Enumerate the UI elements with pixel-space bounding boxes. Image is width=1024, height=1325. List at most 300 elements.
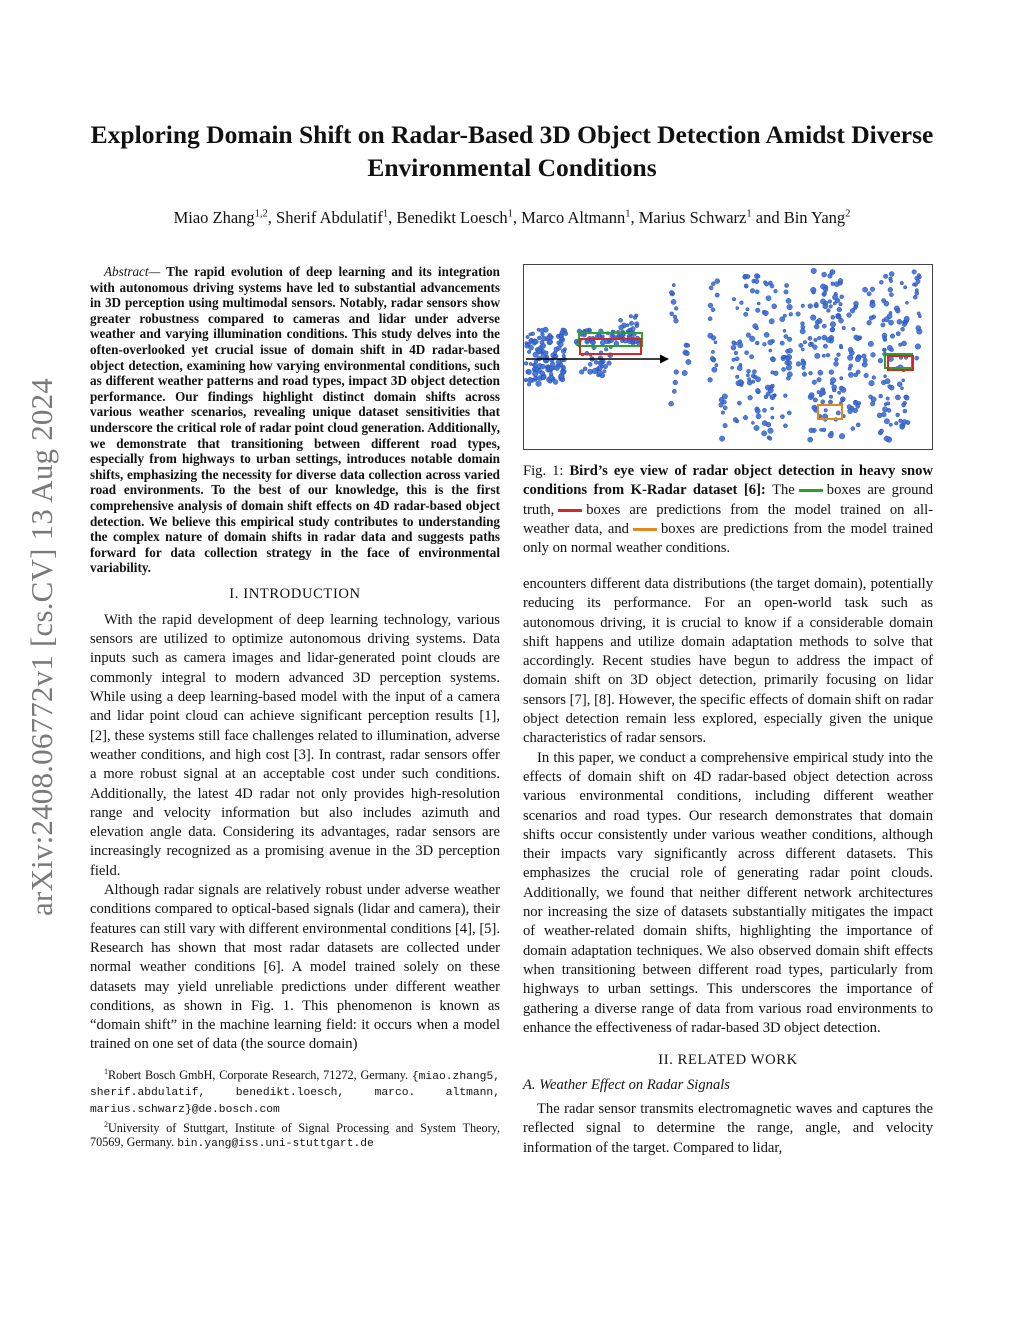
radar-point [579, 370, 584, 375]
radar-point [896, 413, 900, 417]
radar-point [786, 376, 790, 380]
radar-point [902, 379, 905, 382]
radar-point [748, 395, 753, 400]
radar-point [751, 421, 754, 424]
abstract-label: Abstract— [104, 264, 161, 279]
radar-point [723, 423, 728, 428]
radar-point [895, 308, 900, 313]
radar-point [832, 295, 837, 300]
radar-point [867, 320, 872, 325]
radar-point [746, 274, 750, 278]
radar-point [834, 361, 839, 366]
radar-point [786, 356, 790, 360]
radar-point [896, 332, 900, 336]
radar-point [682, 370, 687, 375]
radar-point [766, 296, 771, 301]
radar-point [829, 305, 833, 309]
radar-point [822, 272, 827, 277]
radar-point [786, 298, 791, 303]
radar-point [601, 335, 604, 338]
radar-point [533, 364, 537, 368]
radar-point [597, 334, 601, 338]
radar-point [871, 352, 876, 357]
radar-point [809, 393, 814, 398]
radar-point [870, 302, 876, 308]
radar-point [735, 375, 739, 379]
radar-point [673, 380, 678, 385]
radar-point [711, 308, 715, 312]
radar-point [628, 328, 632, 332]
radar-point [731, 345, 736, 350]
radar-point [854, 301, 859, 306]
radar-point [527, 382, 531, 386]
radar-point [532, 371, 538, 377]
radar-point [540, 328, 545, 333]
radar-point [848, 409, 853, 414]
radar-point [828, 300, 832, 304]
radar-point [824, 409, 828, 413]
radar-point [528, 377, 533, 382]
radar-point [814, 338, 818, 342]
radar-point [764, 395, 768, 399]
radar-point [780, 415, 784, 419]
radar-point [768, 437, 772, 441]
radar-point [809, 428, 814, 433]
radar-point [902, 322, 906, 326]
radar-point [904, 395, 909, 400]
radar-point [913, 295, 917, 299]
figure-caption: Fig. 1: Bird’s eye view of radar object detection in heavy snow conditions from K-Radar dataset [6]: The boxes are ground truth, boxes are predictions from the model trained on all-weather data, and boxes are predictions from the model trained only on normal weather conditions. [523, 463, 934, 557]
radar-point [902, 341, 907, 346]
radar-point [837, 307, 842, 312]
radar-point [877, 413, 882, 418]
radar-point [747, 380, 752, 385]
radar-point [733, 417, 738, 422]
radar-point [542, 349, 546, 353]
radar-point [787, 411, 791, 415]
radar-point [768, 428, 774, 434]
radar-point [600, 340, 605, 345]
radar-point [715, 279, 720, 284]
section-heading-introduction: I. INTRODUCTION [229, 585, 361, 602]
radar-point [888, 385, 892, 389]
radar-point [768, 340, 773, 345]
radar-point [854, 335, 859, 340]
radar-point [854, 373, 858, 377]
radar-point [838, 391, 841, 394]
radar-point [830, 328, 835, 333]
radar-point [746, 374, 749, 377]
radar-point [754, 425, 759, 430]
radar-point [786, 365, 792, 371]
radar-point [815, 320, 819, 324]
radar-point [756, 414, 761, 419]
radar-point [686, 359, 691, 364]
radar-point [757, 302, 760, 305]
radar-point [736, 307, 739, 310]
arxiv-side-label: arXiv:2408.06772v1 [cs.CV] 13 Aug 2024 [24, 377, 59, 917]
author-name: Benedikt Loesch$^1$ [396, 208, 513, 227]
radar-point [803, 340, 807, 344]
radar-point [915, 356, 919, 360]
radar-point [829, 370, 834, 375]
radar-point [629, 314, 633, 318]
radar-point [763, 311, 768, 316]
radar-point [916, 326, 921, 331]
radar-point [737, 401, 741, 405]
radar-point [619, 318, 623, 322]
radar-point [524, 378, 528, 382]
radar-point [796, 362, 801, 367]
radar-point [711, 282, 715, 286]
radar-point [916, 279, 920, 283]
radar-point [915, 291, 919, 295]
radar-point [712, 367, 717, 372]
radar-point [768, 388, 773, 393]
radar-point [783, 394, 787, 398]
radar-point [808, 437, 813, 442]
radar-point [823, 287, 828, 292]
radar-point [884, 317, 889, 322]
radar-point [769, 349, 772, 352]
radar-point [863, 287, 868, 292]
radar-point [762, 431, 767, 436]
radar-point [848, 347, 853, 352]
radar-point [801, 304, 805, 308]
radar-point [537, 336, 541, 340]
radar-point [755, 409, 760, 414]
radar-point [548, 333, 551, 336]
radar-point [824, 301, 828, 305]
radar-point [772, 304, 777, 309]
radar-point [852, 327, 856, 331]
radar-point [749, 355, 753, 359]
radar-point [838, 278, 843, 283]
radar-point [904, 286, 907, 289]
radar-point [809, 371, 813, 375]
radar-point [708, 303, 713, 308]
radar-point [884, 419, 889, 424]
radar-point [719, 397, 724, 402]
radar-point [719, 403, 724, 408]
radar-point [802, 372, 807, 377]
radar-point [847, 405, 852, 410]
radar-point [734, 342, 737, 345]
radar-point [669, 401, 674, 406]
radar-point [754, 279, 759, 284]
author-name: Bin Yang$^2$ [783, 208, 851, 227]
radar-point [810, 315, 816, 321]
radar-point [856, 423, 860, 427]
radar-point [884, 436, 889, 441]
radar-point [715, 364, 718, 367]
radar-point [770, 395, 775, 400]
radar-point [549, 366, 553, 370]
radar-point [674, 318, 679, 323]
radar-point [708, 377, 713, 382]
radar-point [711, 336, 716, 341]
radar-point [731, 366, 734, 369]
radar-point [746, 308, 749, 311]
radar-point [755, 388, 760, 393]
radar-point [771, 357, 776, 362]
radar-point [847, 355, 853, 361]
radar-point [685, 351, 690, 356]
radar-point [903, 409, 907, 413]
radar-point [752, 370, 756, 374]
radar-point [541, 375, 546, 380]
author-name: Miao Zhang$^{1,2}$ [173, 208, 268, 227]
radar-point [822, 428, 826, 432]
radar-point [732, 358, 736, 362]
radar-point [815, 353, 820, 358]
radar-point [810, 342, 813, 345]
radar-point [889, 423, 892, 426]
radar-point [629, 321, 633, 325]
radar-point [823, 344, 827, 348]
radar-point [897, 382, 902, 387]
radar-point [853, 408, 858, 413]
radar-point [785, 360, 789, 364]
radar-point [603, 370, 606, 373]
radar-point [830, 378, 836, 384]
radar-point [889, 272, 894, 277]
radar-point [808, 304, 813, 309]
radar-point [672, 389, 676, 393]
radar-point [812, 405, 817, 410]
intro-paragraph-3: encounters different data distributions (the target domain), potentially reducing its performance. For an open-world task such as autonomous driving, it is crucial to know if a considerable domain shift happens and utilize domain adaptation methods to solve that accordingly. Recent studies have begun to address the impact of domain shift on 3D object detection, primarily focusing on lidar sensors [7], [8]. However, the specific effects of domain shift on radar object detection remain less explored, especially given the unique characteristics of radar sensors. [523, 576, 933, 747]
radar-point [900, 425, 905, 430]
radar-point [895, 395, 900, 400]
radar-point [737, 366, 742, 371]
radar-point [915, 344, 921, 350]
radar-point [594, 360, 598, 364]
radar-point [888, 287, 893, 292]
left-column [90, 264, 500, 1152]
section-heading-related-work: II. RELATED WORK [658, 1052, 798, 1069]
radar-point [901, 327, 905, 331]
radar-point [780, 341, 784, 345]
radar-point [837, 353, 841, 357]
radar-point [536, 381, 542, 387]
radar-point [783, 424, 787, 428]
radar-point [840, 377, 843, 380]
radar-point [744, 312, 748, 316]
radar-point [633, 316, 637, 320]
arrow-head [660, 355, 669, 364]
radar-point [848, 372, 853, 377]
radar-point [811, 287, 817, 293]
radar-point [607, 361, 612, 366]
radar-point [764, 332, 769, 337]
radar-point [549, 372, 553, 376]
radar-point [555, 366, 560, 371]
radar-point [826, 353, 830, 357]
radar-point [890, 348, 894, 352]
radar-point [735, 357, 739, 361]
radar-point [553, 380, 558, 385]
footnote-1: $^1$Robert Bosch GmbH, Corporate Research, 71272, Germany. {miao.zhang5, sherif.abdulatif, benedikt.loesch, marco. altmann, marius.schwarz}@de.bosch.com [90, 1066, 501, 1116]
radar-point [757, 275, 761, 279]
radar-point [745, 351, 749, 355]
radar-point [588, 362, 592, 366]
radar-point [814, 324, 819, 329]
radar-point [886, 397, 889, 400]
radar-point [709, 286, 713, 290]
radar-point [800, 329, 805, 334]
radar-point [841, 387, 846, 392]
radar-point [787, 337, 792, 342]
radar-point [855, 357, 860, 362]
radar-point [899, 343, 903, 347]
radar-point [604, 347, 608, 351]
radar-point [830, 269, 835, 274]
radar-point [895, 422, 899, 426]
right-column [523, 575, 933, 1158]
radar-point [839, 433, 845, 439]
radar-point [762, 421, 767, 426]
radar-point [788, 348, 793, 353]
radar-point [598, 361, 602, 365]
radar-point [538, 350, 542, 354]
radar-point [822, 354, 825, 357]
radar-point [723, 406, 727, 410]
radar-point [755, 308, 760, 313]
radar-point [635, 324, 639, 328]
radar-point [830, 431, 834, 435]
radar-point [812, 380, 817, 385]
radar-point [563, 348, 566, 351]
radar-point [755, 327, 758, 330]
radar-point [714, 341, 717, 344]
radar-point [548, 340, 553, 345]
intro-paragraph-4: In this paper, we conduct a comprehensive empirical study into the effects of domain shift on 4D radar-based object detection across various environmental conditions, including different weather scenarios and road types. Our research demonstrates that domain shifts occur consistently under various weather conditions, although their impacts vary significantly across different datasets. This emphasizes the crucial role of generating radar point clouds. Additionally, we found that neither different network architectures nor increasing the size of datasets substantially mitigates the impact of weather-related domain shifts, highlighting the importance of domain adaptation techniques. We also observed domain shift effects when transitioning between different road types, particularly from highways to urban settings. This underscores the importance of gathering a diverse range of data from various road environments to enhance the effectiveness of radar-based 3D object detection. [523, 749, 933, 1036]
radar-point [673, 315, 677, 319]
radar-point [832, 385, 837, 390]
radar-point [771, 416, 774, 419]
radar-point [862, 362, 867, 367]
radar-point [749, 336, 755, 342]
radar-point [822, 324, 826, 328]
radar-point [674, 307, 678, 311]
radar-point [883, 336, 887, 340]
subsection-heading-weather: A. Weather Effect on Radar Signals [523, 1077, 730, 1094]
radar-point [756, 377, 761, 382]
radar-point [738, 343, 743, 348]
radar-point [879, 429, 883, 433]
radar-point [600, 365, 603, 368]
radar-point [887, 408, 891, 412]
radar-point [830, 322, 836, 328]
radar-point [556, 360, 561, 365]
radar-point [708, 317, 712, 321]
radar-point [531, 332, 535, 336]
author-name: Marco Altmann$^1$ [521, 208, 631, 227]
author-name: Marius Schwarz$^1$ [638, 208, 752, 227]
radar-point [669, 290, 673, 294]
radar-point [839, 302, 843, 306]
radar-point [542, 336, 547, 341]
radar-point [785, 283, 789, 287]
paper-title: Exploring Domain Shift on Radar-Based 3D Object Detection Amidst Diverse Environmental Conditions [90, 120, 934, 182]
radar-point [897, 319, 902, 324]
radar-point [799, 343, 803, 347]
radar-point [869, 395, 873, 399]
radar-point [764, 282, 768, 286]
radar-point [827, 309, 831, 313]
radar-point [863, 358, 867, 362]
radar-point [821, 400, 825, 404]
footnote-2: $^2$University of Stuttgart, Institute of Signal Processing and System Theory, 70569, Germany. bin.yang@iss.uni-stuttgart.de [90, 1119, 500, 1151]
abstract: Abstract— The rapid evolution of deep learning and its integration with autonomous driving systems have led to substantial advancements in 3D perception using multimodal sensors. Notably, radar sensors show greater robustness compared to cameras and lidar under adverse weather and varying illumination conditions. This study delves into the often-overlooked yet crucial issue of domain shift in 4D radar-based object detection, examining how varying environmental conditions, such as different weather patterns and road types, impact 3D object detection performance. Our findings highlight distinct domain shifts across various weather scenarios, revealing unique dataset sensitivities that underscore the critical role of radar point cloud generation. Additionally, we demonstrate that transitioning between different road types, especially from highways to urban settings, introduces notable domain shifts, emphasizing the necessity for diverse data collection across varied road environments. To the best of our knowledge, this is the first comprehensive analysis of domain shift effects on 4D radar-based object detection. We believe this empirical study contributes to understanding the complex nature of domain shifts in radar data and suggests paths forward for data collection strategy in the face of environmental variability. [90, 264, 500, 576]
radar-point [889, 279, 892, 282]
radar-point [850, 308, 855, 313]
radar-point [738, 380, 743, 385]
radar-point [763, 342, 767, 346]
radar-point [831, 315, 835, 319]
radar-point [812, 345, 817, 350]
author-name: Sherif Abdulatif$^1$ [276, 208, 389, 227]
radar-point [583, 367, 587, 371]
radar-point [686, 343, 690, 347]
radar-point [603, 364, 608, 369]
radar-point [862, 354, 866, 358]
radar-point-cloud [524, 265, 932, 449]
radar-point [869, 380, 875, 386]
radar-point [890, 334, 895, 339]
radar-point [841, 398, 845, 402]
radar-point [771, 407, 774, 410]
radar-point [746, 333, 751, 338]
radar-point [884, 301, 889, 306]
radar-point [740, 301, 744, 305]
radar-point [755, 290, 759, 294]
intro-paragraph-2: Although radar signals are relatively robust under adverse weather conditions compared to optical-based signals (lidar and camera), their features can still vary with different environmental conditions [4], [5]. Research has shown that most radar datasets are collected under normal weather conditions [6]. A model trained solely on these datasets may yield unreliable predictions under different weather conditions, as shown in Fig. 1. This phenomenon is known as “domain shift” in the machine learning field: it occurs when a model trained on one set of data (the source domain) [90, 882, 500, 1053]
radar-point [671, 299, 676, 304]
radar-point [783, 314, 786, 317]
radar-bev-figure [523, 264, 933, 450]
radar-point [817, 390, 820, 393]
radar-point [524, 362, 528, 366]
radar-point [884, 375, 887, 378]
radar-point [847, 313, 852, 318]
radar-point [755, 341, 759, 345]
radar-point [672, 283, 675, 286]
radar-point [626, 324, 629, 327]
radar-point [529, 345, 534, 350]
radar-point [734, 351, 738, 355]
green-legend-swatch [799, 489, 823, 492]
radar-point [879, 394, 883, 398]
radar-point [559, 373, 565, 379]
radar-point [900, 387, 903, 390]
radar-point [526, 335, 529, 338]
radar-point [762, 408, 766, 412]
radar-point [747, 369, 751, 373]
radar-point [710, 356, 715, 361]
radar-point [743, 415, 748, 420]
radar-point [782, 355, 786, 359]
radar-point [769, 319, 774, 324]
radar-point [831, 282, 835, 286]
radar-point [529, 362, 532, 365]
radar-point [789, 312, 793, 316]
radar-point [817, 377, 822, 382]
radar-point [888, 320, 893, 325]
radar-point [818, 370, 823, 375]
radar-point [918, 315, 921, 318]
radar-point [715, 293, 719, 297]
